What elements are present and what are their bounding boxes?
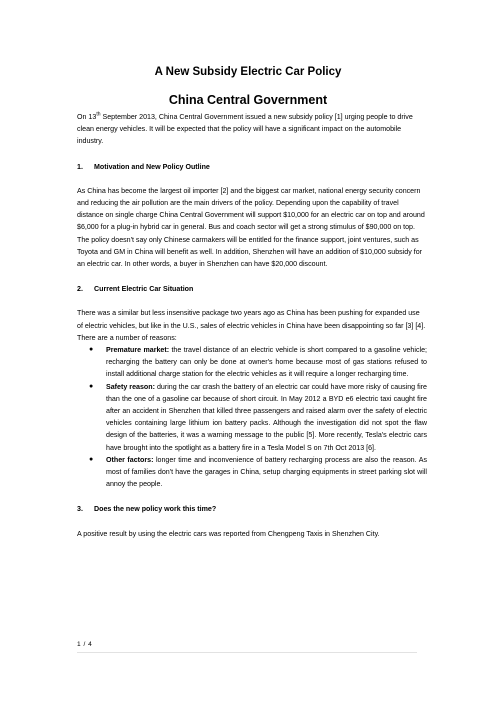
- list-item-text: longer time and inconvenience of battery recharging process are also the reason. As most of families don't have the garages in China, setup charging equipments in street parking slot will annoy the people.: [106, 455, 427, 489]
- list-item-label: Safety reason:: [106, 382, 155, 391]
- section-1-paragraph-1: As China has become the largest oil importer [2] and the biggest car market, national energy security concern and reducing the air pollution are the main drivers of the policy. Depending upon the capability of travel distance on single charge China Central Government will support $10,000 for an electric car on top and around $6,000 for a plug-in hybrid car in general. Bus and coach sector will get a strong stimulus of $90,000 on top.: [77, 186, 425, 232]
- bullet-icon: ●: [89, 346, 94, 354]
- section-2-heading: [77, 283, 427, 295]
- document-body: [77, 111, 427, 540]
- section-2-title: Current Electric Car Situation: [94, 285, 194, 294]
- section-1-paragraph-2: The policy doesn't say only Chinese carmakers will be entitled for the finance support, joint ventures, such as Toyota and GM in China will benefit as well. In addition, Shenzhen will have an addition of $10,000 subsidy for an electric car. In other words, a buyer in Shenzhen can have $20,000 discount.: [77, 235, 423, 269]
- reasons-list: [77, 344, 427, 490]
- section-3-number: 3.: [77, 505, 83, 514]
- section-2-number: 2.: [77, 285, 83, 294]
- list-item: [77, 454, 427, 491]
- page-number: 1 / 4: [77, 641, 93, 648]
- list-item-label: Other factors:: [106, 455, 154, 464]
- list-item-label: Premature market:: [106, 346, 170, 355]
- bullet-icon: ●: [89, 455, 94, 463]
- section-1-title: Motivation and New Policy Outline: [94, 162, 210, 171]
- intro-superscript: th: [96, 111, 101, 118]
- document-subtitle: China Central Government: [168, 93, 328, 107]
- section-1-number: 1.: [77, 162, 83, 171]
- list-item-text: during the car crash the battery of an electric car could have more risky of causing fire than the one of a gasoline car because of short circuit. In May 2012 a BYD e6 electric taxi caught fire after an accident in Shenzhen that killed three passengers and raised alarm over the safety of electric vehicles containing large lithium ion battery packs. Although the investigation did not spot the flaw design of the batteries, it was a warning message to the public [5]. More recently, Tesla's electric cars have brought into the spotlight as a battery fire in a Tesla Model S on 7th Oct 2013 [6].: [106, 382, 427, 452]
- section-3-heading: [77, 503, 427, 515]
- intro-text-pre: On 13: [77, 113, 97, 121]
- section-1-heading: [77, 161, 427, 173]
- footer-divider: [77, 652, 417, 653]
- list-item-text: the travel distance of an electric vehicle is short compared to a gasoline vehicle; recharging the battery can only be done at owner's home because most of gas stations refused to install additional charge station for the electric vehicles as it will require a longer recharging time.: [106, 346, 427, 379]
- document-title: A New Subsidy Electric Car Policy: [154, 66, 342, 78]
- intro-paragraph: [77, 111, 427, 148]
- bullet-icon: ●: [89, 382, 94, 390]
- intro-text-post: September 2013, China Central Government issued a new subsidy policy [1] urging people to drive clean energy vehicles. It will be expected that the policy will have a significant impact on the automobile industry.: [77, 113, 413, 146]
- section-2-paragraph-1: There was a similar but less insensitive package two years ago as China has been pushing for expanded use of electric vehicles, but like in the U.S., sales of electric vehicles in China have been disappointing so far [3] [4]. There are a number of reasons:: [77, 309, 426, 342]
- list-item: [77, 381, 427, 454]
- section-3-paragraph-1: A positive result by using the electric cars was reported from Chengpeng Taxis in Shenzhen City.: [77, 529, 380, 538]
- list-item: [77, 344, 427, 381]
- section-3-title: Does the new policy work this time?: [94, 505, 217, 514]
